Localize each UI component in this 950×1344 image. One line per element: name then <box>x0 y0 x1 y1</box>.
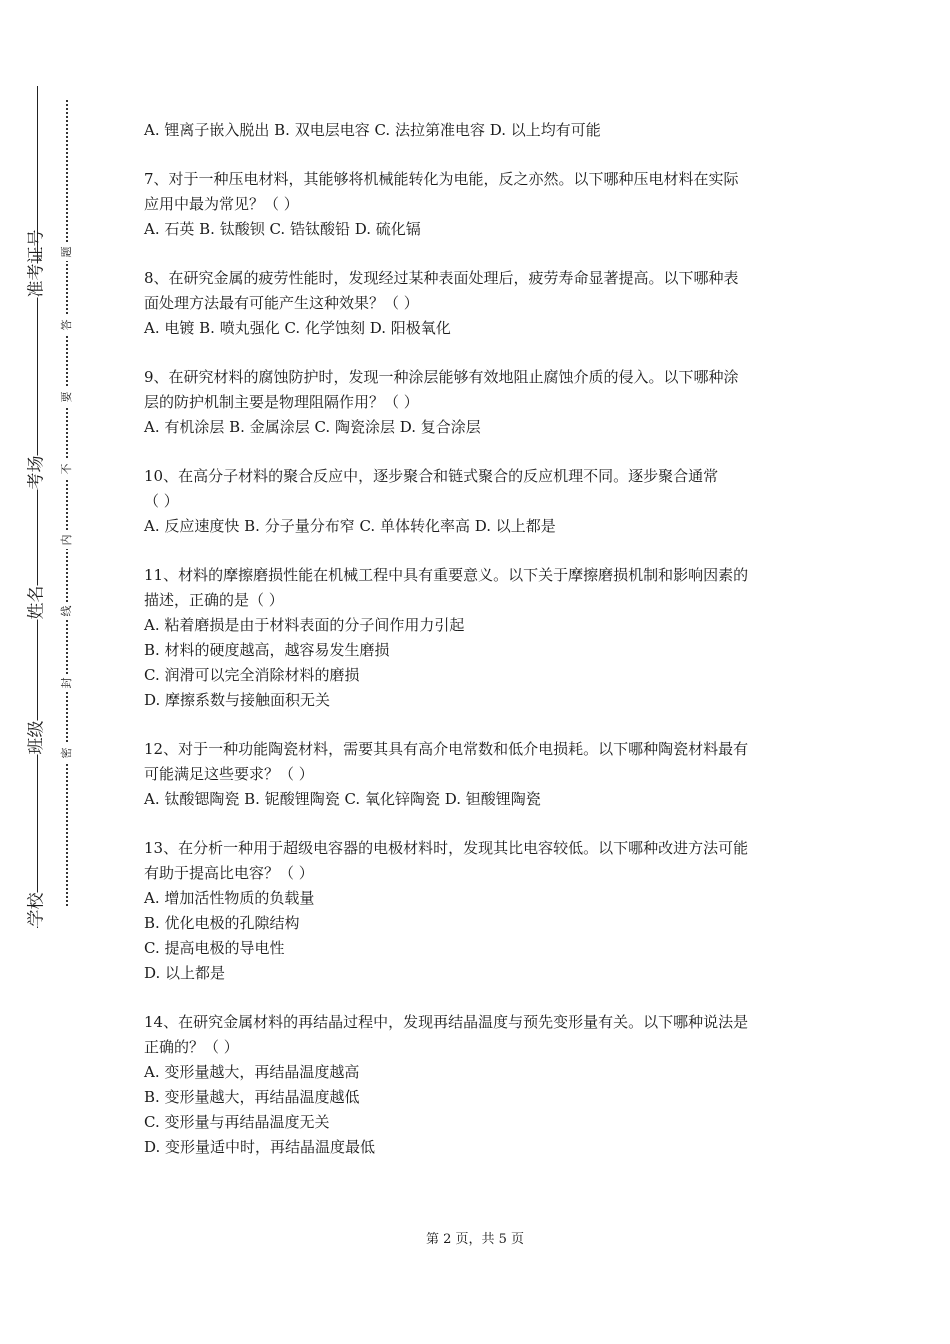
seal-char: 要 <box>60 388 74 406</box>
question-line: 面处理方法最有可能产生这种效果？（ ） <box>144 294 419 312</box>
seal-char: 封 <box>60 674 74 692</box>
binding-solid-line <box>37 86 38 928</box>
seal-char: 内 <box>60 531 74 549</box>
question-line: 正确的？（ ） <box>144 1038 239 1056</box>
question-line: A. 石英 B. 钛酸钡 C. 锆钛酸铅 D. 硫化镉 <box>144 220 421 238</box>
question-line: C. 润滑可以完全消除材料的磨损 <box>144 666 360 684</box>
question-item <box>144 365 814 440</box>
question-line: C. 提高电极的导电性 <box>144 939 285 957</box>
question-line: B. 变形量越大，再结晶温度越低 <box>144 1088 360 1106</box>
question-line: 描述，正确的是（ ） <box>144 591 284 609</box>
question-line: D. 变形量适中时，再结晶温度最低 <box>144 1138 376 1156</box>
question-line: A. 钛酸锶陶瓷 B. 铌酸锂陶瓷 C. 氧化锌陶瓷 D. 钽酸锂陶瓷 <box>144 790 541 808</box>
seal-char: 线 <box>60 602 74 620</box>
field-exam-room: 考场 <box>26 455 47 490</box>
field-exam-number: 准考证号 <box>26 229 47 298</box>
question-line: 9、在研究材料的腐蚀防护时，发现一种涂层能够有效地阻止腐蚀介质的侵入。以下哪种涂 <box>144 368 739 386</box>
question-line: D. 以上都是 <box>144 964 226 982</box>
question-line: A. 锂离子嵌入脱出 B. 双电层电容 C. 法拉第准电容 D. 以上均有可能 <box>144 121 601 139</box>
question-item <box>144 563 814 713</box>
question-line: （ ） <box>144 492 179 510</box>
field-name: 姓名 <box>26 585 47 620</box>
question-item <box>144 167 814 242</box>
question-item <box>144 266 814 341</box>
question-line: B. 材料的硬度越高，越容易发生磨损 <box>144 641 390 659</box>
question-line: A. 粘着磨损是由于材料表面的分子间作用力引起 <box>144 616 465 634</box>
question-list <box>144 118 814 1184</box>
question-line: 应用中最为常见？（ ） <box>144 195 299 213</box>
seal-char: 密 <box>60 744 74 762</box>
question-item <box>144 464 814 539</box>
question-line: 13、在分析一种用于超级电容器的电极材料时，发现其比电容较低。以下哪种改进方法可能 <box>144 839 749 857</box>
question-line: B. 优化电极的孔隙结构 <box>144 914 300 932</box>
question-line: A. 电镀 B. 喷丸强化 C. 化学蚀刻 D. 阳极氧化 <box>144 319 451 337</box>
binding-dotted-line <box>66 100 68 906</box>
question-line: A. 变形量越大，再结晶温度越高 <box>144 1063 360 1081</box>
question-line: 14、在研究金属材料的再结晶过程中，发现再结晶温度与预先变形量有关。以下哪种说法是 <box>144 1013 749 1031</box>
question-item <box>144 836 814 986</box>
seal-char: 不 <box>60 460 74 478</box>
question-line: 7、对于一种压电材料，其能够将机械能转化为电能，反之亦然。以下哪种压电材料在实际 <box>144 170 739 188</box>
seal-char: 答 <box>60 316 74 334</box>
question-line: 层的防护机制主要是物理阻隔作用？（ ） <box>144 393 419 411</box>
question-line: A. 反应速度快 B. 分子量分布窄 C. 单体转化率高 D. 以上都是 <box>144 517 556 535</box>
seal-char: 题 <box>60 243 74 261</box>
question-item <box>144 1010 814 1160</box>
question-line: 12、对于一种功能陶瓷材料，需要其具有高介电常数和低介电损耗。以下哪种陶瓷材料最有 <box>144 740 749 758</box>
question-line: 10、在高分子材料的聚合反应中，逐步聚合和链式聚合的反应机理不同。逐步聚合通常 <box>144 467 719 485</box>
question-line: A. 增加活性物质的负载量 <box>144 889 315 907</box>
question-line: 有助于提高比电容？（ ） <box>144 864 314 882</box>
question-line: A. 有机涂层 B. 金属涂层 C. 陶瓷涂层 D. 复合涂层 <box>144 418 481 436</box>
question-line: 8、在研究金属的疲劳性能时，发现经过某种表面处理后，疲劳寿命显著提高。以下哪种表 <box>144 269 739 287</box>
page-footer: 第 2 页，共 5 页 <box>425 1232 525 1247</box>
field-class: 班级 <box>26 720 47 755</box>
question-item <box>144 737 814 812</box>
question-line: D. 摩擦系数与接触面积无关 <box>144 691 331 709</box>
question-line: C. 变形量与再结晶温度无关 <box>144 1113 330 1131</box>
question-line: 11、材料的摩擦磨损性能在机械工程中具有重要意义。以下关于摩擦磨损机制和影响因素的 <box>144 566 749 584</box>
question-item <box>144 118 814 143</box>
question-line: 可能满足这些要求？（ ） <box>144 765 314 783</box>
field-school: 学校 <box>26 892 47 927</box>
